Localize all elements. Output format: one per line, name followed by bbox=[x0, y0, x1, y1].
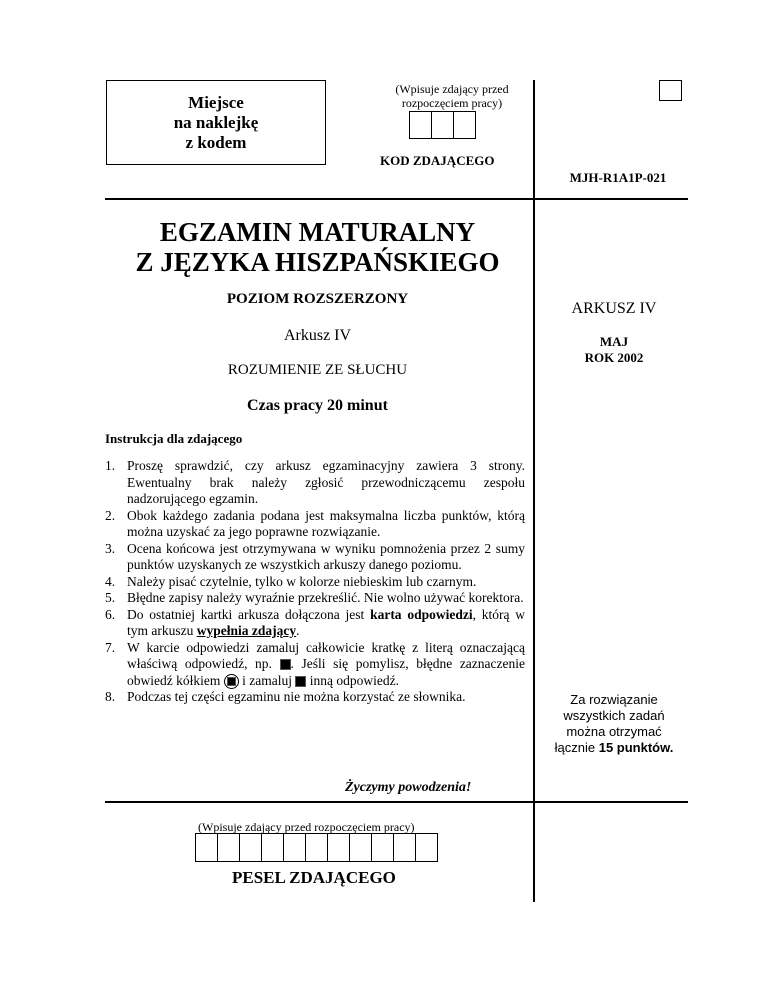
list-item: 1. Proszę sprawdzić, czy arkusz egzaminacyjny zawiera 3 strony. Ewentualny brak należy zgłosić przewodniczącemu zespołu nadzorującego egzamin. bbox=[105, 458, 525, 506]
instruction-text: Należy pisać czytelnie, tylko w kolorze niebieskim lub czarnym. bbox=[127, 573, 477, 589]
points-value: 15 punktów. bbox=[598, 740, 674, 755]
section-label: ROZUMIENIE ZE SŁUCHU bbox=[227, 362, 408, 378]
list-item: 7. W karcie odpowiedzi zamaluj całkowicie kratkę z literą oznaczającą właściwą odpowiedź, np. . Jeśli się pomylisz, błędne zaznaczenie obwiedź kółkiem i zamaluj inną odpowiedź. bbox=[105, 639, 525, 688]
item7-part-a: W karcie odpowiedzi zamaluj całkowicie kratkę z literą oznaczającą właściwą odpowiedź, np. bbox=[127, 639, 525, 671]
bottom-divider bbox=[105, 801, 688, 803]
code-input-boxes[interactable] bbox=[410, 111, 476, 139]
item6-part-e: . bbox=[296, 623, 300, 638]
time-label: Czas pracy 20 minut bbox=[247, 397, 388, 414]
pesel-box[interactable] bbox=[349, 833, 372, 862]
side-sheet-label: ARKUSZ IV bbox=[571, 300, 657, 317]
code-note-line-2: rozpoczęciem pracy) bbox=[401, 96, 503, 110]
filled-square-icon bbox=[295, 676, 306, 687]
pesel-box[interactable] bbox=[371, 833, 394, 862]
item7-part-d: inną odpowiedź. bbox=[309, 672, 399, 688]
item6-part-a: Do ostatniej kartki arkusza dołączona jest bbox=[127, 606, 365, 622]
filled-by-term: wypełnia zdający bbox=[196, 623, 297, 638]
code-note bbox=[380, 82, 524, 110]
instruction-text: Proszę sprawdzić, czy arkusz egzaminacyjny zawiera 3 strony. Ewentualny brak należy zgłosić przewodniczącemu zespołu nadzorującego egzamin. bbox=[127, 458, 525, 506]
points-line-4 bbox=[538, 740, 690, 756]
points-line-2: wszystkich zadań bbox=[563, 708, 665, 723]
code-label: KOD ZDAJĄCEGO bbox=[380, 153, 495, 168]
sticker-line-3: z kodem bbox=[185, 132, 247, 152]
pesel-box[interactable] bbox=[217, 833, 240, 862]
pesel-box[interactable] bbox=[239, 833, 262, 862]
sticker-line-2: na naklejkę bbox=[173, 112, 259, 132]
points-note bbox=[538, 692, 690, 756]
list-item: 2. Obok każdego zadania podana jest maksymalna liczba punktów, którą można uzyskać za jego poprawne rozwiązanie. bbox=[105, 507, 525, 539]
side-date bbox=[540, 334, 688, 366]
side-month: MAJ bbox=[599, 334, 629, 349]
pesel-box[interactable] bbox=[195, 833, 218, 862]
circled-square-icon bbox=[224, 674, 239, 689]
list-item: 5. Błędne zapisy należy wyraźnie przekreślić. Nie wolno używać korektora. bbox=[105, 590, 524, 605]
pesel-box[interactable] bbox=[393, 833, 416, 862]
side-year: ROK 2002 bbox=[584, 350, 644, 365]
instructions-list bbox=[105, 458, 525, 706]
list-item: 4. Należy pisać czytelnie, tylko w kolorze niebieskim lub czarnym. bbox=[105, 574, 525, 591]
instruction-text bbox=[127, 640, 525, 690]
pesel-box[interactable] bbox=[283, 833, 306, 862]
code-note-line-1: (Wpisuje zdający przed bbox=[395, 82, 509, 96]
instruction-text: Ocena końcowa jest otrzymywana w wyniku pomnożenia przez 2 sumy punktów uzyskanych ze wszystkich arkuszy danego poziomu. bbox=[127, 540, 525, 572]
sticker-line-1: Miejsce bbox=[188, 92, 244, 112]
pesel-input-boxes[interactable] bbox=[196, 833, 438, 862]
top-divider bbox=[105, 198, 688, 200]
item6-part-c: , którą w tym arkuszu bbox=[127, 606, 525, 638]
pesel-note: (Wpisuje zdający przed rozpoczęciem pracy) bbox=[198, 820, 415, 834]
pesel-box[interactable] bbox=[305, 833, 328, 862]
corner-checkbox[interactable] bbox=[659, 80, 682, 101]
item7-part-b: . Jeśli się pomylisz, błędne zaznaczenie obwiedź kółkiem bbox=[127, 656, 525, 688]
sticker-area bbox=[106, 80, 326, 165]
filled-square-icon bbox=[280, 659, 291, 670]
pesel-label: PESEL ZDAJĄCEGO bbox=[232, 868, 396, 887]
instructions-title: Instrukcja dla zdającego bbox=[105, 431, 243, 446]
pesel-box[interactable] bbox=[415, 833, 438, 862]
points-line-3: można otrzymać bbox=[566, 724, 662, 739]
points-prefix: łącznie bbox=[554, 740, 596, 755]
instruction-text: Błędne zapisy należy wyraźnie przekreślić. Nie wolno używać korektora. bbox=[127, 590, 524, 605]
sheet-code: MJH-R1A1P-021 bbox=[569, 170, 667, 185]
good-luck-text: Życzymy powodzenia! bbox=[345, 780, 472, 795]
vertical-divider bbox=[533, 80, 535, 902]
sheet-label: Arkusz IV bbox=[283, 327, 352, 344]
answer-card-term: karta odpowiedzi bbox=[370, 606, 473, 622]
code-box[interactable] bbox=[453, 111, 476, 139]
pesel-box[interactable] bbox=[327, 833, 350, 862]
instruction-text bbox=[127, 607, 525, 640]
exam-title bbox=[105, 217, 530, 277]
item7-part-c: i zamaluj bbox=[242, 672, 292, 688]
list-item: 6. Do ostatniej kartki arkusza dołączona jest karta odpowiedzi, którą w tym arkuszu wypełnia zdający. bbox=[105, 606, 525, 638]
code-box[interactable] bbox=[409, 111, 432, 139]
level-label: POZIOM ROZSZERZONY bbox=[226, 291, 409, 307]
title-line-2: Z JĘZYKA HISZPAŃSKIEGO bbox=[135, 247, 500, 277]
title-line-1: EGZAMIN MATURALNY bbox=[159, 217, 476, 247]
list-item: 8. Podczas tej części egzaminu nie można korzystać ze słownika. bbox=[105, 689, 525, 706]
list-item: 3. Ocena końcowa jest otrzymywana w wyniku pomnożenia przez 2 sumy punktów uzyskanych ze wszystkich arkuszy danego poziomu. bbox=[105, 540, 525, 572]
instruction-text: Podczas tej części egzaminu nie można korzystać ze słownika. bbox=[127, 689, 466, 704]
code-box[interactable] bbox=[431, 111, 454, 139]
pesel-box[interactable] bbox=[261, 833, 284, 862]
points-line-1: Za rozwiązanie bbox=[570, 692, 658, 707]
instruction-text: Obok każdego zadania podana jest maksymalna liczba punktów, którą można uzyskać za jego poprawne rozwiązanie. bbox=[127, 507, 525, 539]
